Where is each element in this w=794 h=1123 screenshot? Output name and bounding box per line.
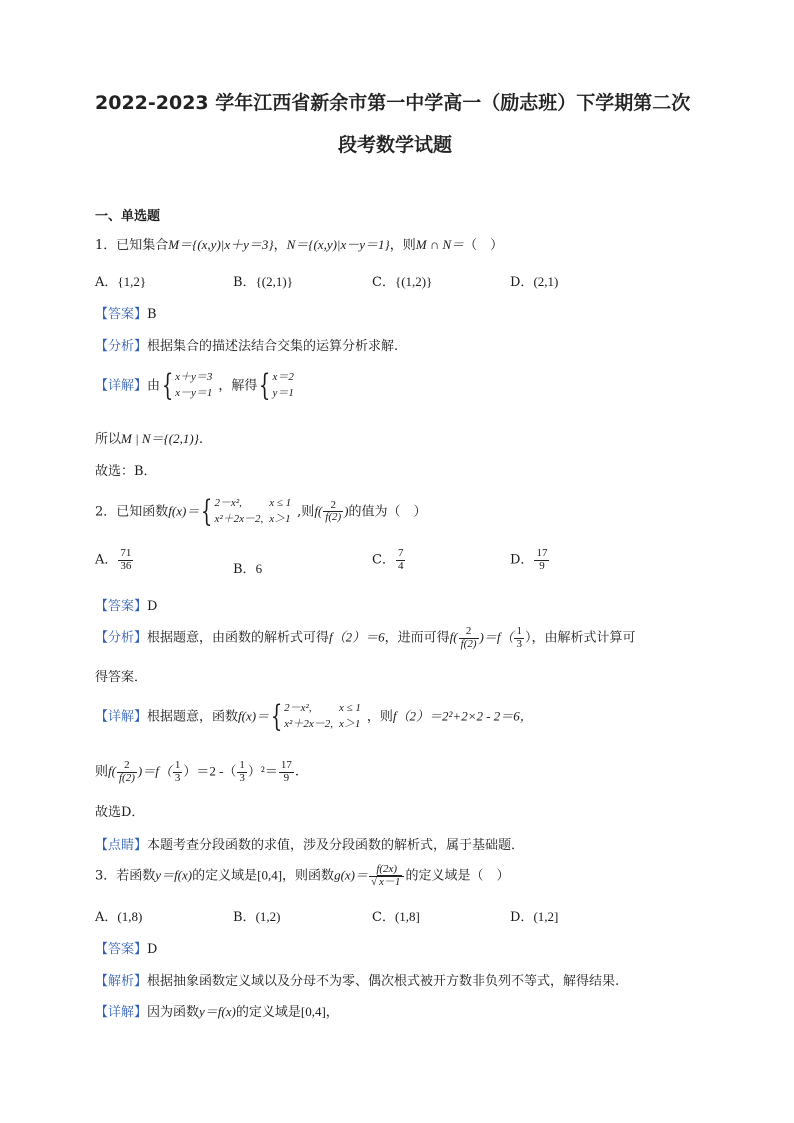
case-expr: 2－x², — [214, 497, 242, 509]
paren-close: ） — [524, 630, 532, 646]
denominator: 9 — [534, 560, 549, 573]
analysis-continued: 得答案． — [95, 670, 148, 685]
radicand: x－1 — [379, 875, 401, 888]
paren-close: ) — [479, 629, 484, 645]
numerator: 2 — [465, 625, 472, 637]
option-label: D． — [510, 910, 534, 925]
option-label: D． — [510, 275, 534, 290]
detail-text: 则 — [95, 764, 109, 780]
case-cond: x＞1 — [338, 717, 361, 730]
option-d — [510, 271, 558, 290]
denominator — [369, 876, 404, 889]
option-label: A． — [95, 910, 118, 925]
option-label: D． — [510, 552, 534, 568]
fraction — [459, 626, 479, 650]
solution-system — [273, 370, 300, 402]
detail-tag: 【详解】 — [95, 378, 148, 394]
question-2-stem — [95, 493, 427, 529]
function-call: f( — [108, 763, 116, 779]
option-text: (1,8] — [394, 909, 420, 924]
option-label: B． — [233, 275, 256, 290]
option-text: (1,8) — [117, 909, 143, 924]
denominator: f(2) — [325, 511, 342, 524]
numerator: 2 — [330, 498, 336, 511]
paren-close: ) — [137, 763, 143, 779]
choose-row: 故选：B． — [95, 464, 157, 479]
conclusion-text: 所以 — [95, 432, 122, 447]
fraction — [118, 548, 133, 572]
question-1-stem — [95, 234, 503, 253]
fraction — [117, 760, 137, 784]
answer-row — [95, 595, 157, 614]
analysis-text: ，进而可得 — [384, 630, 450, 646]
numerator: 1 — [239, 759, 245, 771]
equation-system — [175, 370, 218, 402]
intersection-expr: M ∩ N＝ — [415, 237, 465, 252]
period: . — [198, 432, 204, 447]
answer-value: D — [147, 942, 158, 957]
math-expr: f（2）＝6 — [329, 629, 385, 645]
question-text: ，则 — [389, 238, 416, 253]
math-expr: f（2）＝2²+2×2 - 2＝6， — [392, 708, 533, 724]
case-expr: 2－x², — [284, 702, 312, 714]
numerator: 17 — [536, 547, 548, 559]
paren-close: ) — [344, 503, 349, 519]
detail-row — [95, 367, 300, 403]
fraction — [279, 760, 294, 784]
function-expr: y＝f(x) — [199, 1004, 236, 1019]
answer-row — [95, 303, 157, 322]
equation: y＝1 — [272, 386, 294, 399]
function-name: f(x)＝ — [238, 708, 270, 724]
option-text: 6 — [255, 561, 263, 576]
fraction — [514, 626, 524, 650]
set-n: N＝{(x,y)|x－y＝1} — [286, 237, 390, 252]
option-a — [95, 548, 134, 572]
case-cond: x＞1 — [269, 512, 291, 525]
piecewise-function — [284, 701, 367, 733]
answer-blank: （ ） — [464, 238, 504, 253]
case-expr: x²＋2x－2, — [214, 512, 264, 525]
detail-text: 的定义域是 — [235, 1005, 301, 1020]
domain-expr: [0,4] — [257, 867, 283, 883]
question-3-stem — [95, 864, 509, 888]
result-expr: M | N＝{(2,1)} — [121, 431, 199, 446]
analysis-row — [95, 335, 398, 354]
detail-text: ，解得 — [218, 378, 258, 394]
section-heading: 一、单选题 — [95, 209, 161, 224]
option-text: {(1,2)} — [394, 274, 433, 289]
conclusion-row — [95, 428, 203, 447]
explain-row — [95, 970, 619, 989]
option-b — [233, 906, 280, 925]
comment-text: 本题考查分段函数的求值，涉及分段函数的解析式，属于基础题． — [147, 838, 525, 853]
analysis-tag: 【分析】 — [95, 630, 148, 646]
math-expr: ）²＝ — [247, 763, 278, 779]
question-text: 的定义域是（ ） — [405, 868, 510, 884]
denominator: 3 — [516, 637, 522, 650]
numerator: 71 — [120, 547, 132, 559]
option-label: C． — [372, 910, 395, 925]
case-cond: x ≤ 1 — [269, 497, 292, 509]
detail-text: ，则 — [366, 709, 393, 725]
function-call: f( — [314, 503, 323, 519]
option-b — [233, 271, 293, 290]
math-expr: ）＝2 -（ — [183, 763, 237, 779]
analysis-tag: 【分析】 — [95, 339, 148, 354]
analysis-row — [95, 626, 636, 650]
explain-tag: 【解析】 — [95, 974, 148, 989]
question-text: 已知集合 — [116, 238, 169, 253]
fraction — [173, 760, 183, 784]
comma: ， — [325, 1005, 339, 1020]
option-c — [372, 906, 420, 925]
option-text: (1,2] — [533, 909, 559, 924]
option-c — [372, 548, 406, 572]
question-text: 的定义域是 — [192, 868, 258, 884]
numerator: 1 — [516, 625, 522, 637]
fraction — [237, 760, 247, 784]
case-expr: x²＋2x－2, — [284, 717, 333, 730]
left-brace-icon: { — [161, 367, 174, 403]
option-c — [372, 271, 432, 290]
comment-row — [95, 834, 524, 853]
question-number: 1． — [95, 238, 117, 253]
option-a — [95, 906, 142, 925]
numerator: 7 — [397, 547, 404, 559]
numerator: 1 — [174, 759, 181, 771]
math-expr: ＝f（ — [483, 629, 514, 645]
denominator: 9 — [279, 772, 294, 785]
analysis-text: ，由解析式计算可 — [531, 630, 636, 646]
detail-row — [95, 1001, 339, 1020]
denominator: 3 — [174, 771, 181, 784]
piecewise-function — [214, 496, 297, 528]
function-name: g(x)＝ — [334, 867, 368, 883]
analysis-text: 根据题意，由函数的解析式可得 — [147, 630, 330, 646]
option-label: B． — [233, 562, 256, 577]
option-text: (2,1) — [533, 274, 559, 289]
answer-value: D — [147, 599, 158, 614]
page-title-line2: 段考数学试题 — [338, 134, 453, 156]
explain-text: 根据抽象函数定义域以及分母不为零、偶次根式被开方数非负列不等式，解得结果. — [147, 974, 620, 989]
function-call: f( — [449, 629, 458, 645]
denominator: 36 — [120, 559, 132, 572]
period: . — [294, 764, 299, 780]
question-number: 3． — [95, 868, 117, 884]
math-expr: ＝f（ — [142, 763, 172, 779]
left-brace-icon: { — [270, 698, 283, 734]
numerator: f(2x) — [376, 863, 398, 875]
left-brace-icon: { — [201, 493, 213, 529]
comma: ， — [273, 238, 287, 253]
answer-tag: 【答案】 — [95, 942, 148, 957]
question-text: 若函数 — [116, 868, 156, 884]
denominator: f(2) — [460, 637, 477, 650]
numerator: 2 — [124, 759, 130, 771]
detail-continued — [95, 760, 299, 784]
option-text: {(2,1)} — [255, 274, 293, 289]
choose-row: 故选D． — [95, 805, 145, 820]
detail-tag: 【详解】 — [95, 1005, 148, 1020]
option-label: C． — [372, 552, 395, 568]
equation: x＋y＝3 — [175, 371, 213, 383]
question-text: 已知函数 — [116, 504, 169, 520]
case-cond: x ≤ 1 — [338, 702, 361, 714]
option-b — [233, 558, 262, 577]
equation: x＝2 — [272, 371, 294, 383]
option-d — [510, 906, 558, 925]
detail-text: 根据题意，函数 — [147, 709, 239, 725]
option-d — [510, 548, 550, 572]
answer-value: B — [147, 307, 157, 322]
page-title-line1: 2022-2023 学年江西省新余市第一中学高一（励志班）下学期第二次 — [95, 92, 691, 114]
detail-text: 因为函数 — [147, 1005, 200, 1020]
option-label: A． — [95, 552, 118, 568]
domain-expr: [0,4] — [300, 1004, 326, 1019]
answer-tag: 【答案】 — [95, 307, 148, 322]
option-label: C． — [372, 275, 395, 290]
question-number: 2． — [95, 504, 117, 520]
answer-tag: 【答案】 — [95, 599, 148, 614]
denominator: 4 — [397, 559, 404, 572]
fraction — [396, 548, 406, 572]
left-brace-icon: { — [259, 367, 271, 403]
equation: x－y＝1 — [175, 386, 213, 399]
function-expr: y＝f(x) — [155, 867, 193, 883]
answer-row — [95, 938, 157, 957]
detail-tag: 【详解】 — [95, 709, 148, 725]
question-text: ，则函数 — [282, 868, 335, 884]
fraction — [323, 500, 343, 524]
option-a — [95, 271, 146, 290]
detail-text: 由 — [147, 378, 161, 394]
fraction — [369, 864, 404, 888]
sqrt-icon: √ — [371, 875, 378, 888]
denominator: f(2) — [118, 771, 135, 784]
denominator: 3 — [239, 771, 245, 784]
option-label: B． — [233, 910, 256, 925]
option-text: {1,2} — [117, 274, 147, 289]
option-label: A． — [95, 275, 118, 290]
analysis-text: 根据集合的描述法结合交集的运算分析求解. — [147, 339, 399, 354]
comment-tag: 【点睛】 — [95, 838, 148, 853]
option-text: (1,2) — [255, 909, 281, 924]
numerator: 17 — [280, 759, 292, 771]
question-text: 的值为（ ） — [348, 504, 427, 520]
question-text: ,则 — [297, 504, 315, 520]
fraction — [534, 548, 549, 572]
set-m: M＝{(x,y)|x＋y＝3} — [168, 237, 274, 252]
detail-row — [95, 698, 533, 734]
function-name: f(x)＝ — [168, 503, 200, 519]
